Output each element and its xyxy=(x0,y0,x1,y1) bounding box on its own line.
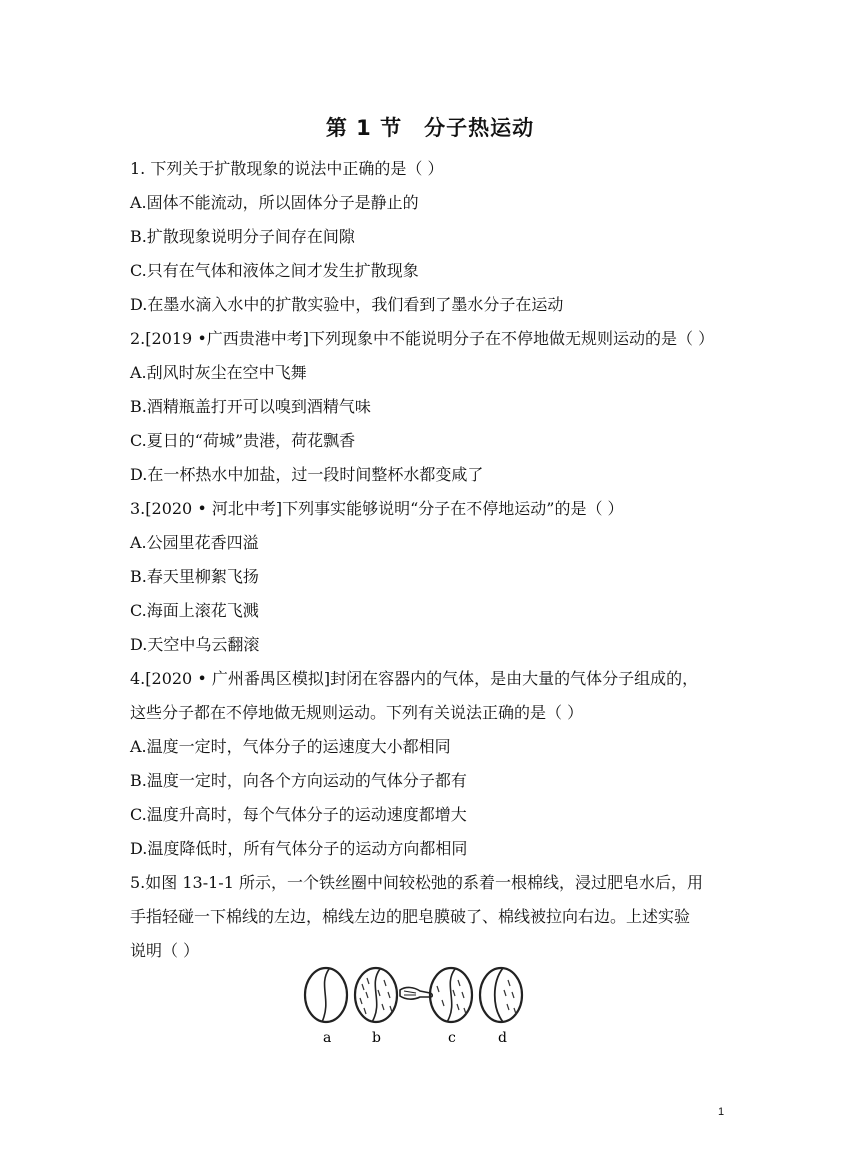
page-number: 1 xyxy=(718,1106,725,1118)
text-line: 1. 下列关于扩散现象的说法中正确的是（ ） xyxy=(130,159,444,178)
text-line: 这些分子都在不停地做无规则运动。下列有关说法正确的是（ ） xyxy=(130,703,584,722)
text-line: C.温度升高时，每个气体分子的运动速度都增大 xyxy=(130,805,467,824)
section-title: 第 1 节 分子热运动 xyxy=(325,116,535,140)
text-line: 4.[2020 • 广州番禺区模拟]封闭在容器内的气体，是由大量的气体分子组成的， xyxy=(130,669,699,688)
label-b: b xyxy=(372,1030,381,1046)
ring-d xyxy=(480,968,522,1022)
text-line: 5.如图 13-1-1 所示，一个铁丝圈中间较松弛的系着一根棉线，浸过肥皂水后，用 xyxy=(130,873,703,892)
question-content xyxy=(130,152,740,968)
text-line: 手指轻碰一下棉线的左边，棉线左边的肥皂膜破了、棉线被拉向右边。上述实验 xyxy=(130,907,691,926)
ring-b xyxy=(355,968,397,1022)
label-c: c xyxy=(448,1030,456,1046)
text-line: C.只有在气体和液体之间才发生扩散现象 xyxy=(130,261,419,280)
text-line: A.公园里花香四溢 xyxy=(130,533,259,552)
ring-c xyxy=(430,968,472,1022)
text-line: 说明（ ） xyxy=(130,941,200,960)
text-line: D.在墨水滴入水中的扩散实验中，我们看到了墨水分子在运动 xyxy=(130,295,564,314)
text-line: B.春天里柳絮飞扬 xyxy=(130,567,259,586)
text-line: A.温度一定时，气体分子的运速度大小都相同 xyxy=(130,737,451,756)
ring-a xyxy=(305,968,347,1022)
text-line: B.扩散现象说明分子间存在间隙 xyxy=(130,227,355,246)
text-line: 3.[2020 • 河北中考]下列事实能够说明“分子在不停地运动”的是（ ） xyxy=(130,499,624,518)
text-line: C.夏日的“荷城”贵港，荷花飘香 xyxy=(130,431,356,450)
text-line: D.天空中乌云翻滚 xyxy=(130,635,260,654)
label-a: a xyxy=(323,1030,332,1046)
text-line: A.刮风时灰尘在空中飞舞 xyxy=(130,363,307,382)
text-line: D.温度降低时，所有气体分子的运动方向都相同 xyxy=(130,839,468,858)
text-line: B.酒精瓶盖打开可以嗅到酒精气味 xyxy=(130,397,371,416)
text-line: C.海面上滚花飞溅 xyxy=(130,601,259,620)
finger-icon xyxy=(400,987,432,999)
text-line: 2.[2019 •广西贵港中考]下列现象中不能说明分子在不停地做无规则运动的是（ ） xyxy=(130,329,715,348)
text-line: A.固体不能流动，所以固体分子是静止的 xyxy=(130,193,419,212)
text-line: B.温度一定时，向各个方向运动的气体分子都有 xyxy=(130,771,467,790)
text-line: D.在一杯热水中加盐，过一段时间整杯水都变咸了 xyxy=(130,465,484,484)
label-d: d xyxy=(498,1030,507,1046)
soap-film-figure xyxy=(296,960,526,1048)
